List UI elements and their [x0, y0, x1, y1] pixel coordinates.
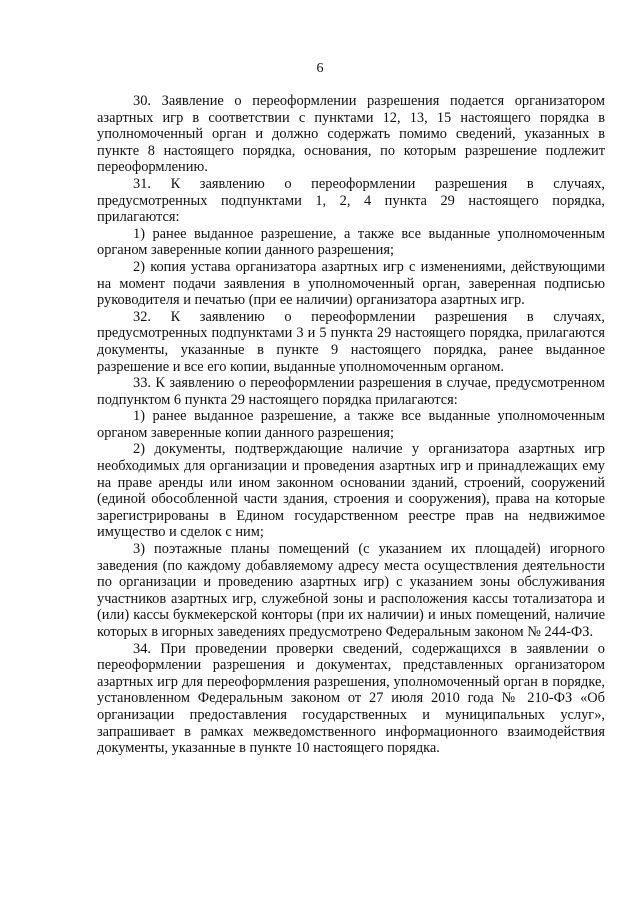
paragraph-33-item-1: 1) ранее выданное разрешение, а также все выданные уполномоченным органом заверенные копии данного разрешения; — [97, 408, 605, 441]
paragraph-32: 32. К заявлению о переоформлении разрешения в случаях, предусмотренных подпунктами 3 и 5 пункта 29 настоящего порядка, прилагаются документы, указанные в пункте 9 настоящего порядка, ранее выданное разрешение и все его копии, выданные уполномоченным органом. — [97, 308, 605, 375]
paragraph-33-item-3: 3) поэтажные планы помещений (с указанием их площадей) игорного заведения (по каждому добавляемому адресу места осуществления деятельности по организации и проведению азартных игр) с указанием зоны обслуживания участников азартных игр, служебной зоны и расположения кассы тотализатора и (или) кассы букмекерской конторы (при их наличии) и иных помещений, наличие которых в игорных заведениях предусмотрено Федеральным законом № 244-ФЗ. — [97, 541, 605, 640]
paragraph-33-item-2: 2) документы, подтверждающие наличие у организатора азартных игр необходимых для организации и проведения азартных игр и принадлежащих ему на праве аренды или ином законном основании зданий, строений, сооружений (единой обособленной части здания, строения и сооружения), права на которые зарегистрированы в Едином государственном реестре прав на недвижимое имущество и сделок с ним; — [97, 441, 605, 541]
paragraph-34: 34. При проведении проверки сведений, содержащихся в заявлении о переоформлении разрешения и документах, представленных организатором азартных игр для переоформления разрешения, уполномоченный орган в порядке, установленном Федеральным законом от 27 июля 2010 года № 210-ФЗ «Об организации предоставления государственных и муниципальных услуг», запрашивает в рамках межведомственного информационного взаимодействия документы, указанные в пункте 10 настоящего порядка. — [97, 640, 605, 757]
document-body — [97, 93, 605, 757]
paragraph-31-item-1: 1) ранее выданное разрешение, а также все выданные уполномоченным органом заверенные копии данного разрешения; — [97, 225, 605, 259]
paragraph-30: 30. Заявление о переоформлении разрешения подается организатором азартных игр в соответствии с пунктами 12, 13, 15 настоящего порядка в уполномоченный орган и должно содержать помимо сведений, указанных в пункте 8 настоящего порядка, основания, по которым разрешение подлежит переоформлению. — [97, 93, 605, 176]
paragraph-31-item-2: 2) копия устава организатора азартных игр с изменениями, действующими на момент подачи заявления в уполномоченный орган, заверенная подписью руководителя и печатью (при ее наличии) организатора азартных игр. — [97, 258, 605, 309]
page-number: 6 — [316, 61, 324, 76]
paragraph-31: 31. К заявлению о переоформлении разрешения в случаях, предусмотренных подпунктами 1, 2, 4 пункта 29 настоящего порядка, прилагаются: — [97, 175, 605, 226]
paragraph-33: 33. К заявлению о переоформлении разрешения в случае, предусмотренном подпунктом 6 пункта 29 настоящего порядка прилагаются: — [97, 375, 605, 408]
